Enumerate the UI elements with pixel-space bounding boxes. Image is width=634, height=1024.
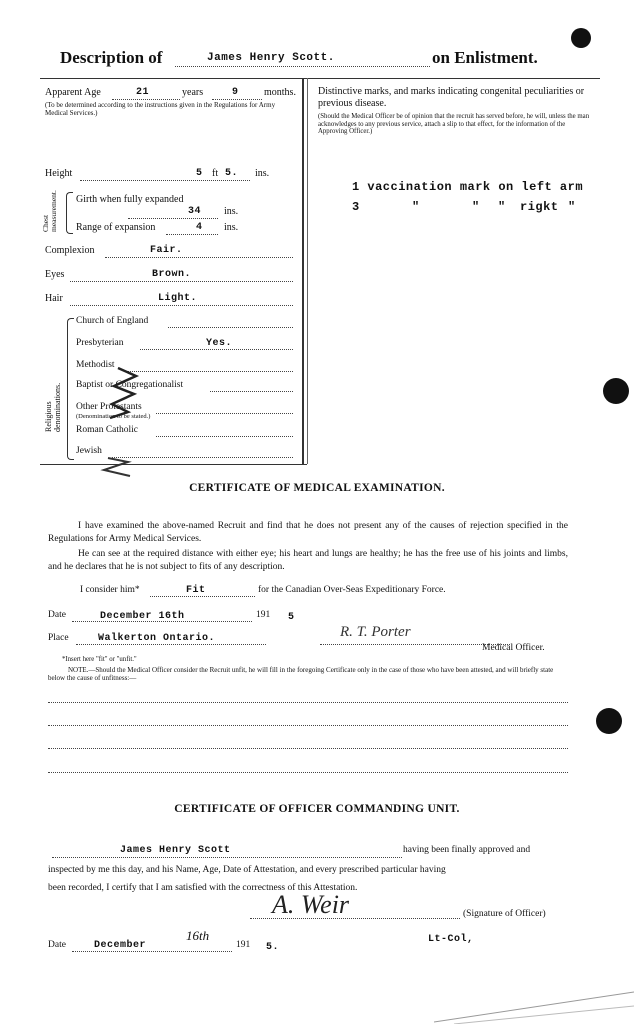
exam-place-value: Walkerton Ontario. bbox=[98, 633, 216, 644]
punch-hole-lower bbox=[596, 708, 622, 734]
unfit-note: NOTE.—Should the Medical Officer consider the Recruit unfit, he will fill in the foregoing Certificate only in the case of those who have been attested, and will briefly state below the cause of unfitness:— bbox=[48, 666, 554, 682]
commanding-certificate-title: CERTIFICATE OF OFFICER COMMANDING UNIT. bbox=[174, 803, 460, 815]
top-rule bbox=[40, 78, 600, 79]
commanding-signature-line bbox=[250, 918, 460, 919]
attestation-year-prefix: 191 bbox=[236, 940, 251, 950]
distinctive-mark-line-1: 1 vaccination mark on left arm bbox=[352, 180, 584, 194]
girth-line bbox=[128, 218, 218, 219]
medical-officer-signature: R. T. Porter bbox=[340, 624, 411, 640]
months-label: months. bbox=[264, 87, 296, 98]
medical-certificate-title: CERTIFICATE OF MEDICAL EXAMINATION. bbox=[189, 482, 445, 494]
religion-item-other-protestants: Other Protestants bbox=[76, 402, 142, 412]
unfit-line-4 bbox=[48, 772, 568, 773]
consider-line bbox=[150, 596, 255, 597]
unfit-line-2 bbox=[48, 725, 568, 726]
apparent-age-label: Apparent Age bbox=[45, 87, 101, 98]
girth-unit: ins. bbox=[224, 206, 239, 217]
consider-label: I consider him* bbox=[80, 585, 140, 595]
range-unit: ins. bbox=[224, 222, 239, 233]
attestation-year-digit: 5. bbox=[266, 942, 280, 953]
chest-measurement-label: Chest measurement. bbox=[41, 190, 58, 232]
years-label: years bbox=[182, 87, 204, 98]
girth-value: 34 bbox=[188, 206, 202, 217]
attestation-date-label: Date bbox=[48, 940, 66, 950]
eyes-label: Eyes bbox=[45, 269, 65, 280]
hair-label: Hair bbox=[45, 293, 63, 304]
complexion-value: Fair. bbox=[150, 245, 183, 256]
fitness-value: Fit bbox=[186, 585, 206, 596]
height-ft-value: 5 bbox=[196, 168, 203, 179]
attestation-day-value: 16th bbox=[186, 928, 210, 943]
left-section-bottom bbox=[40, 464, 307, 465]
height-ins-value: 5. bbox=[225, 168, 239, 179]
commanding-text-line-1: having been finally approved and bbox=[403, 845, 531, 855]
exam-year-digit: 5 bbox=[288, 612, 295, 623]
range-line bbox=[166, 234, 218, 235]
insert-note: *Insert here "fit" or "unfit." bbox=[62, 656, 137, 663]
ft-label: ft bbox=[212, 168, 219, 179]
distinctive-marks-heading: Distinctive marks, and marks indicating congenital peculiarities or previous disease. bbox=[318, 86, 585, 109]
religion-item-methodist: Methodist bbox=[76, 360, 115, 370]
officer-rank: Lt-Col, bbox=[428, 934, 474, 945]
commanding-recruit-name: James Henry Scott bbox=[120, 845, 231, 856]
exam-place-label: Place bbox=[48, 633, 69, 643]
signature-of-officer-label: (Signature of Officer) bbox=[463, 909, 546, 919]
attestation-date-value: December bbox=[94, 940, 147, 951]
religion-item-church-of-england: Church of England bbox=[76, 316, 149, 326]
page-edge-lines bbox=[434, 964, 634, 1024]
unfit-line-1 bbox=[48, 702, 568, 703]
hair-value: Light. bbox=[158, 293, 198, 304]
column-divider-inner bbox=[307, 78, 308, 464]
religion-line-6 bbox=[156, 436, 293, 437]
exam-year-prefix: 191 bbox=[256, 610, 271, 620]
age-years-line bbox=[112, 99, 180, 100]
religion-line-4 bbox=[210, 391, 293, 392]
distinctive-mark-ditto-4: " bbox=[568, 200, 576, 214]
range-label: Range of expansion bbox=[76, 222, 156, 233]
commanding-text-line-3: been recorded, I certify that I am satisfied with the correctness of this Attestation. bbox=[48, 883, 358, 893]
girth-label: Girth when fully expanded bbox=[76, 194, 184, 205]
punch-hole-middle bbox=[603, 378, 629, 404]
age-months-line bbox=[212, 99, 262, 100]
age-months-value: 9 bbox=[232, 87, 239, 98]
distinctive-mark-ditto-2: " bbox=[472, 200, 480, 214]
unfit-line-3 bbox=[48, 748, 568, 749]
height-label: Height bbox=[45, 168, 73, 179]
distinctive-mark-line-2-number: 3 bbox=[352, 200, 360, 214]
commanding-name-line bbox=[52, 857, 402, 858]
height-line bbox=[80, 180, 250, 181]
commanding-text-line-2: inspected by me this day, and his Name, Age, Date of Attestation, and every prescribed particular having bbox=[48, 865, 446, 875]
age-years-value: 21 bbox=[136, 87, 150, 98]
complexion-label: Complexion bbox=[45, 245, 95, 256]
religion-item-jewish: Jewish bbox=[76, 446, 102, 456]
denomination-note: (Denomination to be stated.) bbox=[76, 413, 151, 420]
ins-label: ins. bbox=[255, 168, 270, 179]
religion-item-roman-catholic: Roman Catholic bbox=[76, 425, 139, 435]
age-note: (To be determined according to the instructions given in the Regulations for Army Medical Services.) bbox=[45, 101, 276, 117]
religion-line-1 bbox=[168, 327, 293, 328]
range-value: 4 bbox=[196, 222, 203, 233]
exam-date-label: Date bbox=[48, 610, 66, 620]
column-divider bbox=[302, 78, 304, 464]
religion-line-2 bbox=[140, 349, 293, 350]
recruit-name: James Henry Scott. bbox=[207, 52, 335, 64]
religion-item-presbyterian: Presbyterian bbox=[76, 338, 124, 348]
hair-line bbox=[70, 305, 293, 306]
previous-service-note: (Should the Medical Officer be of opinion that the recruit has served before, he will, unless the man acknowledges to any previous service, attach a slip to that effect, for the information of the Approving Officer.) bbox=[318, 113, 590, 135]
form-title-suffix: on Enlistment. bbox=[432, 48, 538, 67]
chest-bracket bbox=[66, 192, 73, 234]
religion-value-presbyterian: Yes. bbox=[206, 338, 233, 349]
commanding-officer-signature: A. Weir bbox=[272, 890, 350, 919]
pencil-scribble-mark bbox=[88, 358, 148, 488]
religion-item-baptist: Baptist or Congregationalist bbox=[76, 380, 184, 390]
distinctive-mark-side: rigkt bbox=[520, 200, 559, 214]
medical-officer-label: Medical Officer. bbox=[482, 643, 545, 653]
punch-hole-top bbox=[571, 28, 591, 48]
complexion-line bbox=[105, 257, 293, 258]
medical-para-2: He can see at the required distance with either eye; his heart and lungs are healthy; he has the free use of his joints and limbs, and he declares that he is not subject to fits of any description. bbox=[48, 549, 568, 572]
consider-suffix: for the Canadian Over-Seas Expeditionary Force. bbox=[258, 585, 446, 595]
eyes-line bbox=[70, 281, 293, 282]
distinctive-mark-ditto-3: " bbox=[498, 200, 506, 214]
religious-denominations-label: Religious denominations. bbox=[44, 382, 62, 432]
medical-para-1: I have examined the above-named Recruit and find that he does not present any of the causes of rejection specified in the Regulations for Army Medical Services. bbox=[48, 521, 568, 544]
religion-line-3 bbox=[128, 371, 293, 372]
exam-place-line bbox=[76, 644, 266, 645]
religion-bracket bbox=[67, 318, 74, 460]
distinctive-mark-ditto-1: " bbox=[412, 200, 420, 214]
title-name-line bbox=[175, 66, 430, 67]
exam-date-value: December 16th bbox=[100, 611, 185, 622]
religion-line-5 bbox=[156, 413, 293, 414]
form-title-prefix: Description of bbox=[60, 48, 163, 67]
eyes-value: Brown. bbox=[152, 269, 192, 280]
attestation-date-line bbox=[72, 951, 232, 952]
